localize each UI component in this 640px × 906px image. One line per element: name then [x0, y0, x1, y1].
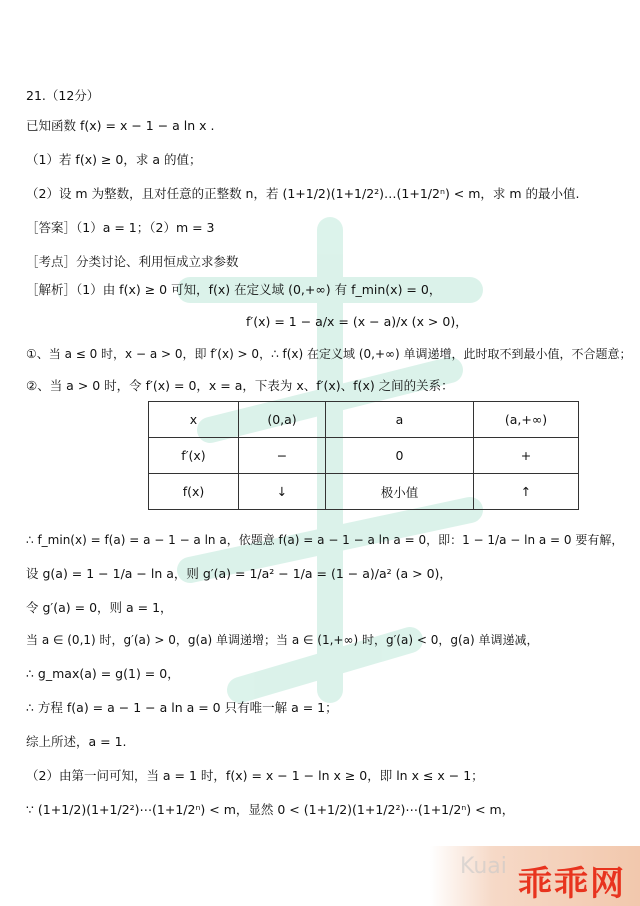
solution-line-1: ［解析］（1）由 f(x) ≥ 0 可知，f(x) 在定义域 (0,+∞) 有 f_min(x) = 0，: [26, 282, 442, 297]
table-cell: 0: [326, 438, 474, 474]
table-row: [149, 438, 579, 474]
table-cell: +: [474, 438, 579, 474]
topic-line: ［考点］分类讨论、利用恒成立求参数: [26, 254, 239, 269]
solution-line-5: ∴ f_min(x) = f(a) = a − 1 − a ln a，依题意 f(a) = a − 1 − a ln a = 0，即：1 − 1/a − ln a = 0 要有解，: [26, 533, 624, 547]
brand-ghost-text: Kuai: [460, 854, 507, 879]
solution-line-6: 设 g(a) = 1 − 1/a − ln a，则 g′(a) = 1/a² − 1/a = (1 − a)/a² (a > 0)，: [26, 566, 452, 581]
brand-logo-text: 乖乖网: [518, 864, 626, 904]
table-cell: ↓: [239, 474, 326, 510]
table-cell: x: [149, 402, 239, 438]
table-cell: 极小值: [326, 474, 474, 510]
solution-line-13: ∵ (1+1/2)(1+1/2²)⋯(1+1/2ⁿ) < m，显然 0 < (1+1/2)(1+1/2²)⋯(1+1/2ⁿ) < m，: [26, 802, 515, 817]
solution-line-10: ∴ 方程 f(a) = a − 1 − a ln a = 0 只有唯一解 a = 1；: [26, 700, 338, 715]
table-cell: (0,a): [239, 402, 326, 438]
answer-line: ［答案］（1）a = 1；（2）m = 3: [26, 220, 215, 235]
table-row: [149, 474, 579, 510]
question-part1: （1）若 f(x) ≥ 0，求 a 的值；: [26, 152, 202, 167]
solution-line-7: 令 g′(a) = 0，则 a = 1，: [26, 600, 173, 615]
table-cell: (a,+∞): [474, 402, 579, 438]
sign-table: [148, 401, 579, 510]
table-cell: ↑: [474, 474, 579, 510]
table-cell: f′(x): [149, 438, 239, 474]
solution-line-3: ①、当 a ≤ 0 时，x − a > 0，即 f′(x) > 0，∴ f(x) 在定义域 (0,+∞) 单调递增，此时取不到最小值，不合题意；: [26, 347, 632, 361]
solution-line-8: 当 a ∈ (0,1) 时，g′(a) > 0，g(a) 单调递增；当 a ∈ (1,+∞) 时，g′(a) < 0，g(a) 单调递减，: [26, 633, 539, 647]
table-cell: f(x): [149, 474, 239, 510]
solution-line-9: ∴ g_max(a) = g(1) = 0，: [26, 666, 180, 681]
solution-line-4: ②、当 a > 0 时，令 f′(x) = 0，x = a，下表为 x、f′(x)、f(x) 之间的关系：: [26, 378, 454, 393]
solution-line-12: （2）由第一问可知，当 a = 1 时，f(x) = x − 1 − ln x ≥ 0，即 ln x ≤ x − 1；: [26, 768, 484, 783]
solution-line-11: 综上所述，a = 1.: [26, 734, 127, 749]
table-row: [149, 402, 579, 438]
table-cell: a: [326, 402, 474, 438]
solution-line-2: f′(x) = 1 − a/x = (x − a)/x (x > 0)，: [246, 314, 468, 329]
brand-watermark: [430, 846, 640, 906]
question-part2: （2）设 m 为整数，且对任意的正整数 n，若 (1+1/2)(1+1/2²)…(1+1/2ⁿ) < m，求 m 的最小值.: [26, 186, 580, 201]
table-cell: −: [239, 438, 326, 474]
question-number: 21.（12分）: [26, 88, 100, 103]
question-intro: 已知函数 f(x) = x − 1 − a ln x .: [26, 118, 215, 133]
